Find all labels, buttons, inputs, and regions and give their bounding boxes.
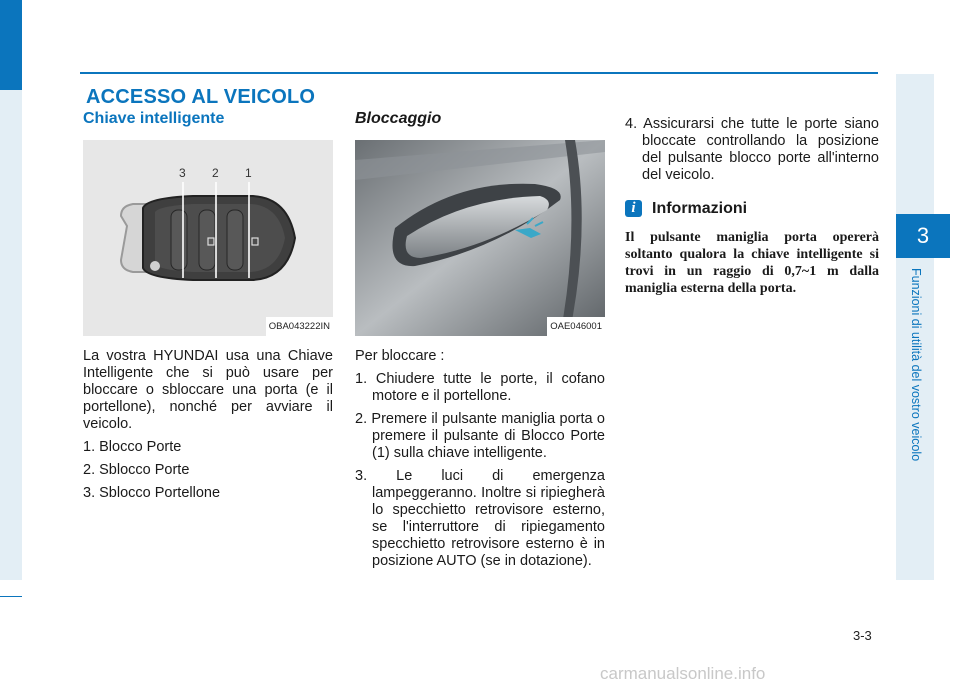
locking-step: 4. Assicurarsi che tutte le porte siano bloccate controllando la posizione del pulsante blocco porte all'interno del veicolo. (625, 116, 879, 183)
chapter-number-tab: 3 (896, 214, 950, 258)
door-handle-figure (355, 140, 605, 336)
column-smart-key (83, 110, 333, 502)
locking-intro: Per bloccare : (355, 348, 445, 364)
key-label-1: 1 (245, 166, 252, 180)
smart-key-item: 2. Sblocco Porte (83, 462, 190, 478)
column-locking (355, 110, 605, 570)
watermark: carmanualsonline.info (600, 664, 766, 683)
info-header (625, 200, 879, 217)
column-continued (625, 110, 879, 297)
smart-key-figure (83, 140, 333, 336)
locking-step: 1. Chiudere tutte le porte, il cofano motore e il portellone. (355, 371, 605, 404)
info-title: Informazioni (652, 200, 748, 217)
info-icon: i (625, 200, 642, 217)
left-margin-accent (0, 0, 22, 90)
page-number: 3-3 (853, 628, 872, 643)
smart-key-item: 3. Sblocco Portellone (83, 485, 221, 501)
left-margin-line (0, 596, 22, 597)
header-rule (80, 72, 878, 74)
smart-key-item: 1. Blocco Porte (83, 439, 182, 455)
info-text: Il pulsante maniglia porta opererà soltanto qualora la chiave intelligente si trovi in un raggio di 0,7~1 m dalla maniglia esterna della porta. (625, 230, 879, 296)
door-handle-illustration (355, 140, 605, 336)
key-label-3: 3 (179, 166, 186, 180)
smart-key-illustration (83, 140, 333, 336)
locking-heading: Bloccaggio (355, 110, 442, 127)
section-title: ACCESSO AL VEICOLO (86, 86, 316, 108)
smart-key-heading: Chiave intelligente (83, 110, 225, 127)
locking-step: 3. Le luci di emergenza lampeggeranno. Inoltre si ripiegherà lo specchietto retrovisore esterno, se l'interruttore di ripiegamento specchietto retrovisore esterno è in posizione AUTO (se in dotazione). (355, 468, 605, 569)
door-handle-image-code: OAE046001 (547, 317, 605, 336)
smart-key-paragraph: La vostra HYUNDAI usa una Chiave Intelligente che si può usare per bloccare o sbloccare una porta (e il portellone), nonché per avviare il veicolo. (83, 348, 333, 432)
locking-step: 2. Premere il pulsante maniglia porta o premere il pulsante di Blocco Porte (1) sulla chiave intelligente. (355, 411, 605, 461)
smart-key-image-code: OBA043222IN (266, 317, 333, 336)
chapter-title-vertical: Funzioni di utilità del vostro veicolo (909, 268, 923, 462)
key-label-2: 2 (212, 166, 219, 180)
